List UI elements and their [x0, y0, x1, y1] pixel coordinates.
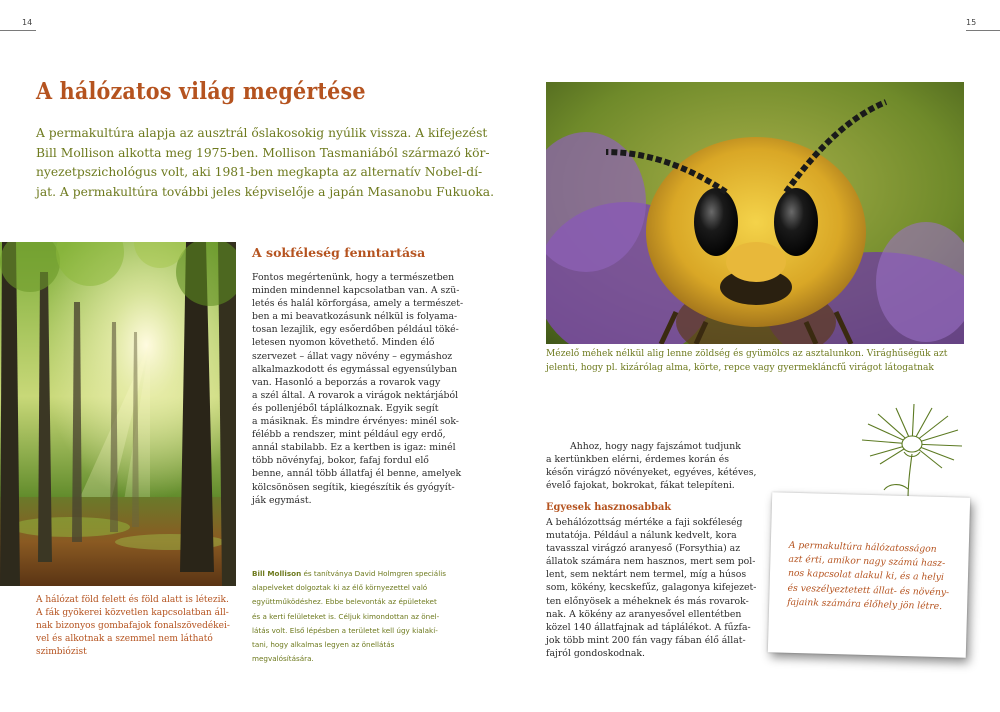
note-line: és veszélyeztetett állat- és növény-	[787, 582, 950, 598]
note-text	[787, 539, 950, 614]
note-line: nos kapcsolat alakul ki, és a helyi	[787, 568, 945, 584]
caption-line: A fák gyökerei közvetlen kapcsolatban áll-	[36, 608, 229, 618]
bee-caption	[546, 347, 947, 375]
body-line: nak. A kökény az aranyesővel ellentétben	[546, 608, 742, 620]
body-line: a kertünkben elérni, érdemes korán és	[546, 454, 729, 466]
body-line: benne, annál több állatfaj él benne, amelyek	[252, 468, 462, 480]
forest-photo	[0, 242, 236, 586]
body-line: a szél által. A rovarok a virágok nektárjából	[252, 389, 459, 401]
subheading-body	[546, 516, 756, 660]
body-line: állatok számára nem hasznos, mert sem pol-	[546, 556, 756, 568]
subheading: Egyesek hasznosabbak	[546, 502, 672, 513]
body-line: letés és halál körforgása, amely a természet-	[252, 298, 464, 310]
body-line: alkalmazkodott és egymással egyensúlyban	[252, 363, 458, 375]
header-rule-right	[966, 30, 1000, 31]
body-line: félébb a rendszer, mint például egy erdő,	[252, 429, 446, 441]
body-line: későn virágzó növényeket, egyéves, kétéves,	[546, 467, 757, 479]
caption-line: vel és alkotnak a szemmel nem látható	[36, 634, 213, 644]
note-line: A permakultúra hálózatosságon	[788, 539, 937, 555]
caption-line: A hálózat föld felett és föld alatt is létezik.	[36, 595, 229, 605]
body-line: ják egymást.	[252, 494, 312, 506]
intro-line: nyezetpszichológus volt, aki 1981-ben megkapta az alternatív Nobel-dí-	[36, 165, 483, 179]
body-line: annál stabilabb. Ez a kertben is igaz: minél	[252, 442, 456, 454]
body-line: lent, sem nektárt nem termel, míg a húsos	[546, 569, 747, 581]
section-body	[252, 271, 463, 507]
caption-line	[252, 567, 446, 581]
forest-caption	[36, 594, 230, 659]
caption-line: látás volt. Első lépésben a területet kell úgy kialakí-	[252, 625, 438, 635]
note-line: azt érti, amikor nagy számú hasz-	[788, 553, 946, 570]
species-paragraph	[546, 440, 757, 492]
mollison-caption	[252, 567, 446, 666]
intro-paragraph	[36, 124, 495, 202]
intro-line: jat. A permakultúra további jeles képviselője a japán Masanobu Fukuoka.	[36, 184, 495, 199]
body-line: Ahhoz, hogy nagy fajszámot tudjunk	[570, 441, 741, 452]
dandelion-sketch-icon	[858, 404, 966, 500]
caption-line: és a kerti felületeket is. Céljuk kimondottan az önel-	[252, 611, 440, 621]
page-number-left: 14	[22, 18, 33, 27]
body-line: som, kökény, kecskefűz, galagonya kifejezet-	[546, 582, 757, 594]
body-line: van. Hasonló a beporzás a rovarok vagy	[252, 376, 441, 388]
caption-line: szimbiózist	[36, 647, 87, 657]
note-line: fajaink számára élőhely jön létre.	[787, 596, 943, 612]
body-line: a másiknak. És mindre érvényes: minél sok-	[252, 416, 459, 428]
body-line: évelő fajokat, bokrokat, fákat telepíteni.	[546, 480, 735, 492]
caption-line: tani, hogy alkalmas legyen az önellátás	[252, 640, 395, 650]
page-title: A hálózatos világ megértése	[36, 78, 366, 105]
header-rule-left	[0, 30, 36, 31]
section-title: A sokféleség fenntartása	[252, 245, 426, 260]
body-line: több növényfaj, bokor, fafaj fordul elő	[252, 455, 429, 467]
body-line: Fontos megértenünk, hogy a természetben	[252, 272, 455, 283]
intro-line: Bill Mollison alkotta meg 1975-ben. Mollison Tasmaniából származó kör-	[36, 145, 490, 160]
body-line: tosan lezajlik, egy esőerdőben például töké-	[252, 324, 459, 336]
body-line: tavasszal virágzó aranyeső (Forsythia) az	[546, 543, 741, 555]
body-line: ten előnyösek a méheknek és más rovarok-	[546, 595, 749, 607]
body-line: és pollenjéből táplálkoznak. Egyik segít	[252, 402, 439, 414]
body-line: mutatója. Például a nálunk kedvelt, kora	[546, 530, 737, 542]
body-line: kölcsönösen segítik, kiegészítik és gyógyít-	[252, 481, 455, 493]
intro-line: A permakultúra alapja az ausztrál őslakosokig nyúlik vissza. A kifejezést	[36, 126, 488, 140]
caption-line: megvalósítására.	[252, 654, 314, 664]
body-line: minden mindennel kapcsolatban van. A szü-	[252, 285, 460, 297]
caption-line: nak bizonyos gombafajok fonalszövedékei-	[36, 621, 230, 631]
caption-line: jelenti, hogy pl. kizárólag alma, körte, repce vagy gyermekláncfű virágot látogatnak	[546, 363, 934, 373]
body-line: szervezet – állat vagy növény – egymáshoz	[252, 350, 453, 362]
body-line: letesen nyomon követhető. Minden élő	[252, 337, 435, 349]
body-line: jok több mint 200 fán vagy fában élő állat-	[546, 634, 746, 646]
note-card	[768, 492, 970, 657]
caption-text: és tanítványa David Holmgren speciális	[301, 569, 446, 578]
caption-line: Mézelő méhek nélkül alig lenne zöldség és gyümölcs az asztalunkon. Virághűségük azt	[546, 349, 948, 359]
body-line: közel 140 állatfajnak ad táplálékot. A fűzfa-	[546, 621, 751, 633]
body-line: fajról gondoskodnak.	[546, 647, 645, 659]
body-line: ben a mi beavatkozásunk nélkül is folyama-	[252, 311, 458, 323]
body-line: A behálózottság mértéke a faji sokféleség	[546, 517, 743, 528]
page-number-right: 15	[966, 18, 977, 27]
bee-photo	[546, 82, 964, 344]
caption-line: együttműködéshez. Ebbe belevonták az épületeket	[252, 597, 437, 607]
caption-name: Bill Mollison	[252, 569, 302, 578]
caption-line: alapelveket dolgoztak ki az élő környezettel való	[252, 583, 428, 593]
